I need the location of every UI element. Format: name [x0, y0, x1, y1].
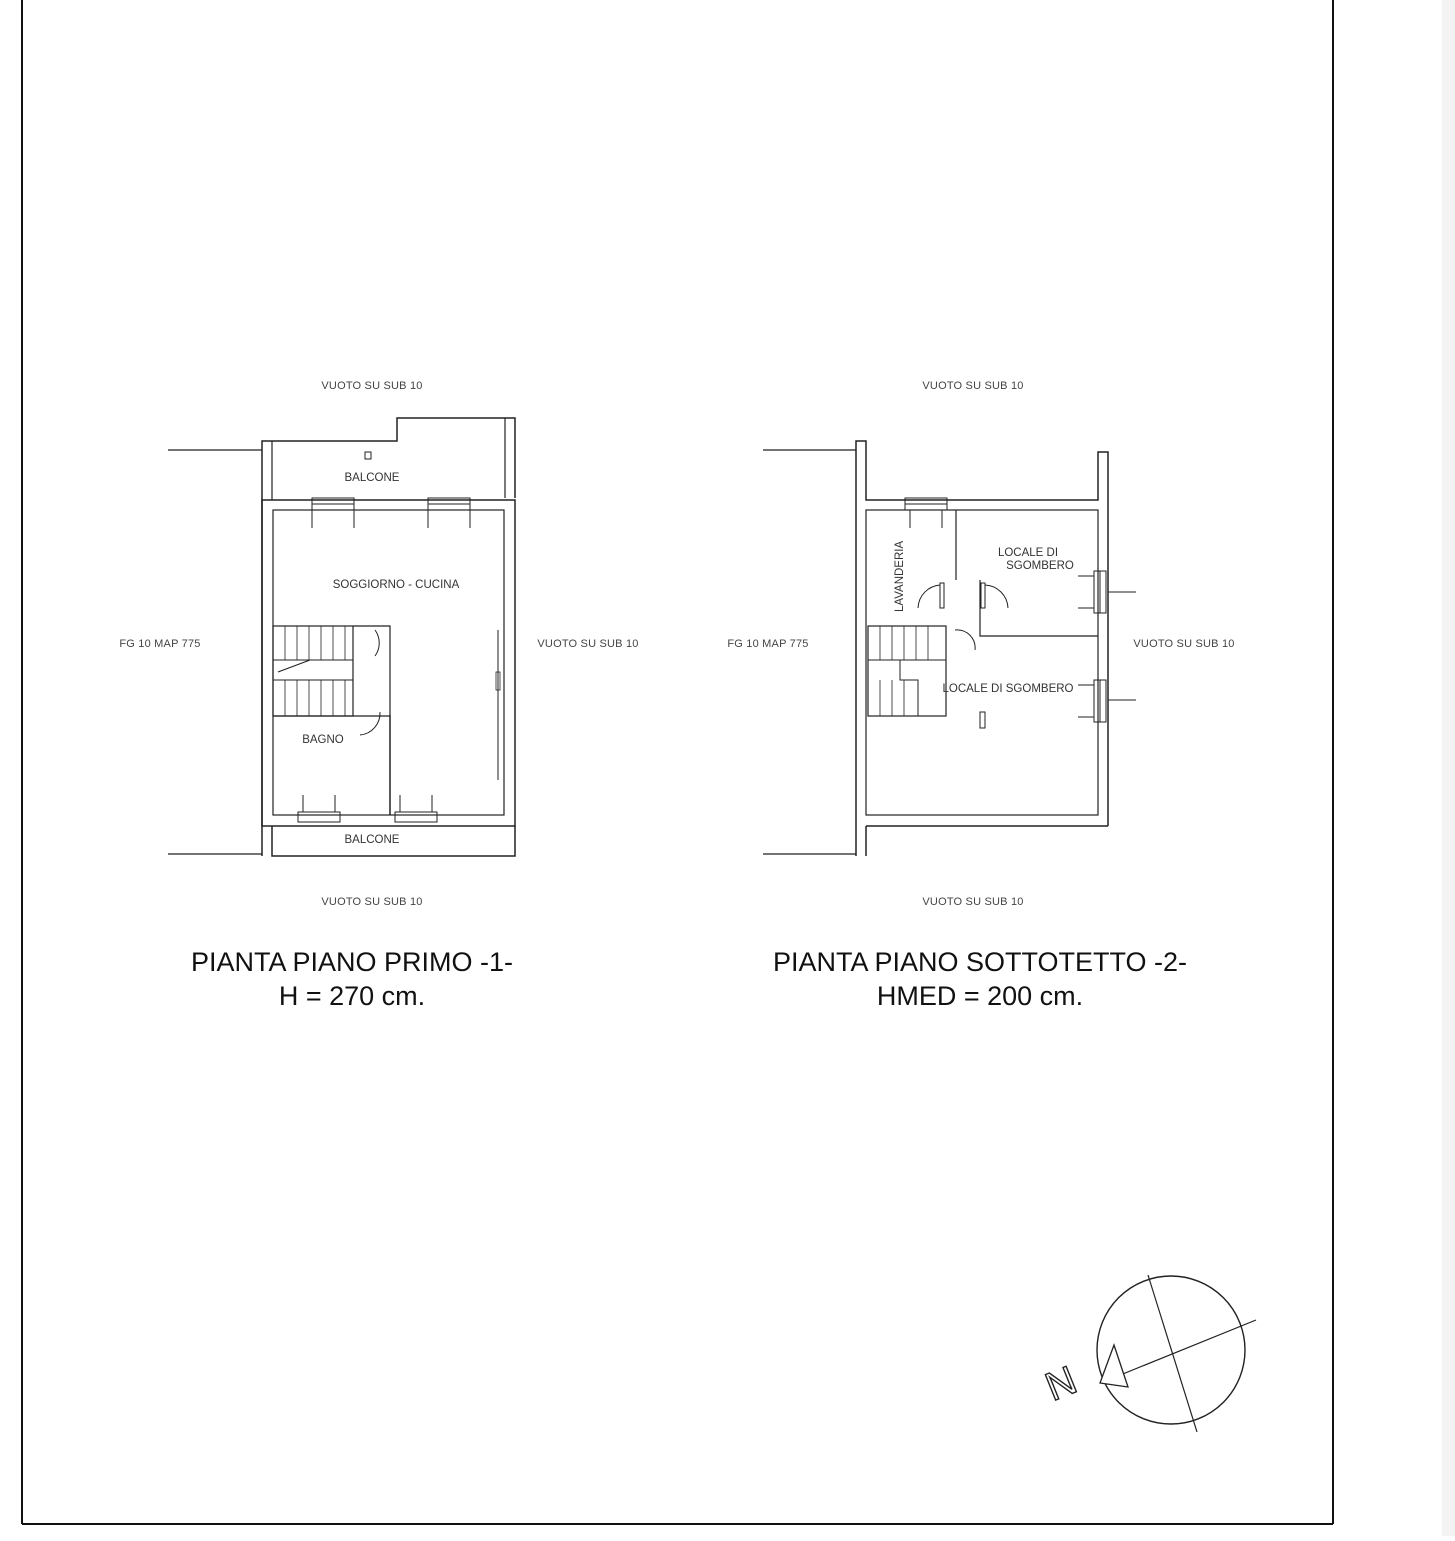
- sheet-frame: [22, 0, 1333, 1524]
- north-letter: N: [1039, 1358, 1083, 1410]
- primo-balcony-top-label: BALCONE: [344, 472, 400, 484]
- primo-bottom-label: VUOTO SU SUB 10: [321, 896, 423, 908]
- sottotetto-left-label: FG 10 MAP 775: [727, 638, 809, 650]
- sottotetto-height: HMED = 200 cm.: [876, 981, 1084, 1011]
- plan-primo: [168, 418, 515, 856]
- primo-living-label: SOGGIORNO - CUCINA: [332, 579, 460, 591]
- north-arrow-icon: [1039, 1275, 1256, 1432]
- primo-title: PIANTA PIANO PRIMO -1-: [190, 947, 514, 977]
- primo-right-label: VUOTO SU SUB 10: [537, 638, 639, 650]
- primo-top-label: VUOTO SU SUB 10: [321, 380, 423, 392]
- sottotetto-storage-1-line2: SGOMBERO: [1006, 560, 1074, 572]
- sottotetto-top-label: VUOTO SU SUB 10: [922, 380, 1024, 392]
- sottotetto-title: PIANTA PIANO SOTTOTETTO -2-: [772, 947, 1188, 977]
- primo-height: H = 270 cm.: [278, 981, 426, 1011]
- primo-bath-label: BAGNO: [302, 734, 344, 746]
- sottotetto-storage-2-label: LOCALE DI SGOMBERO: [942, 683, 1074, 695]
- plan-sottotetto: [763, 441, 1136, 856]
- sottotetto-storage-1-line1: LOCALE DI: [997, 547, 1059, 559]
- sottotetto-laundry-label: LAVANDERIA: [894, 540, 906, 612]
- sottotetto-bottom-label: VUOTO SU SUB 10: [922, 896, 1024, 908]
- sottotetto-right-label: VUOTO SU SUB 10: [1133, 638, 1235, 650]
- primo-balcony-bottom-label: BALCONE: [344, 834, 400, 846]
- scrollbar-track[interactable]: [1442, 0, 1455, 1536]
- primo-left-label: FG 10 MAP 775: [119, 638, 201, 650]
